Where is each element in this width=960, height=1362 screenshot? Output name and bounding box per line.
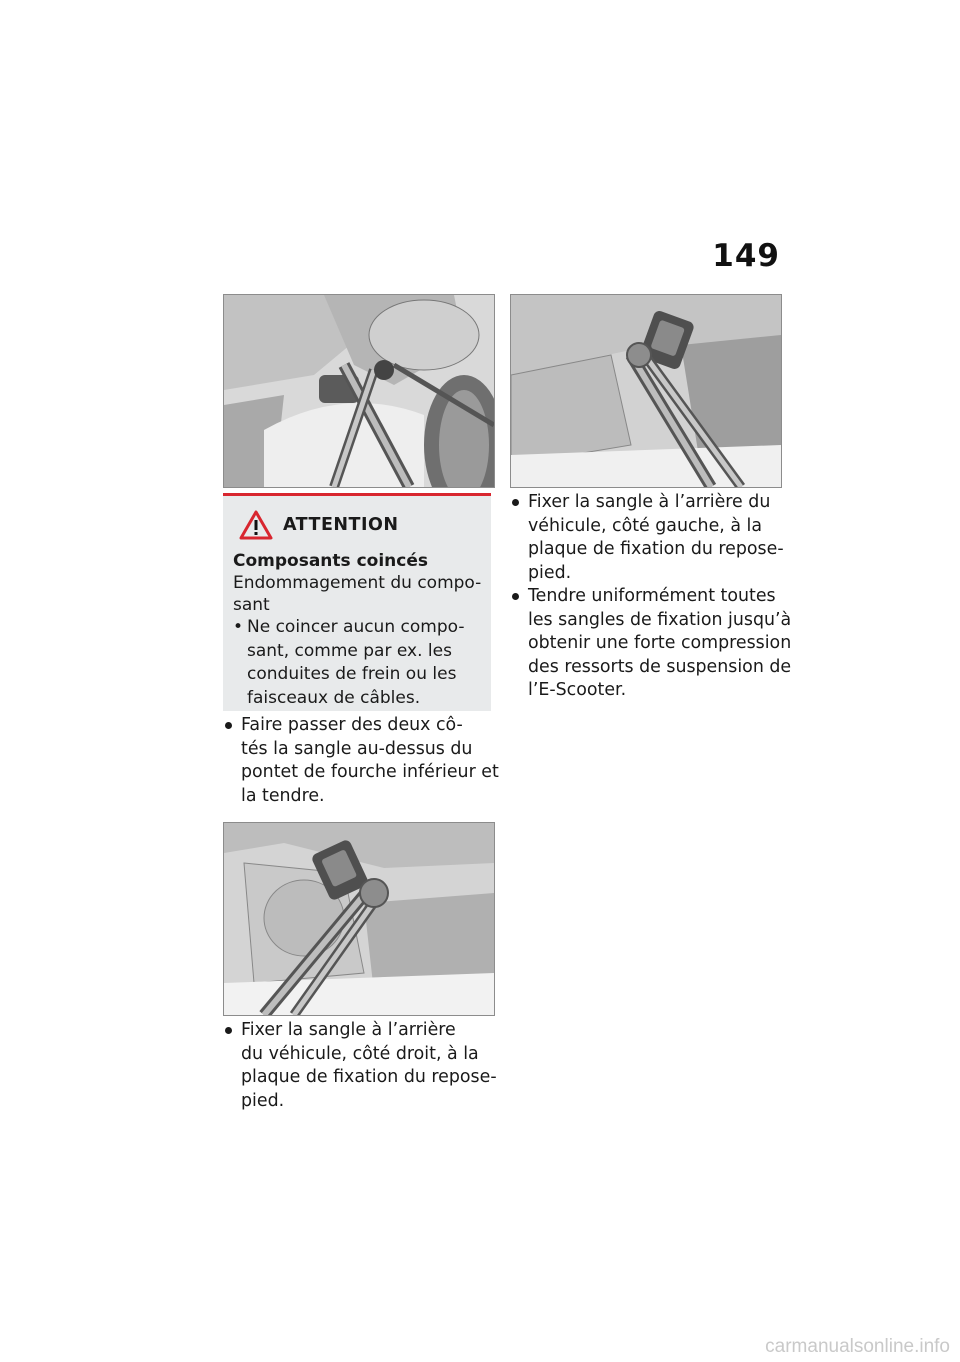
step-line: véhicule, côté gauche, à la xyxy=(528,515,762,536)
figure-front-fork-strap xyxy=(223,294,495,488)
step-line: plaque de fixation du repose- xyxy=(528,539,784,559)
attention-heading: Composants coincés xyxy=(233,551,428,571)
step-line: Tendre uniformément toutes xyxy=(528,586,776,606)
step-item xyxy=(223,714,499,808)
attention-item-line: faisceaux de câbles. xyxy=(247,687,421,708)
attention-list-item xyxy=(233,616,481,710)
step-line: plaque de fixation du repose- xyxy=(241,1067,497,1087)
attention-body-line: sant xyxy=(233,595,270,615)
attention-body xyxy=(233,572,481,616)
attention-header xyxy=(239,510,481,540)
left-steps-b xyxy=(223,1019,495,1113)
warning-triangle-icon xyxy=(239,510,273,540)
step-line: Fixer la sangle à l’arrière du xyxy=(528,492,771,512)
step-line: Faire passer des deux cô- xyxy=(241,715,463,735)
step-line: tés la sangle au-dessus du xyxy=(241,738,473,759)
step-line: Fixer la sangle à l’arrière xyxy=(241,1020,456,1040)
attention-item-line: conduites de frein ou les xyxy=(247,664,457,684)
step-line: pied. xyxy=(528,562,572,583)
step-line: des ressorts de suspension de xyxy=(528,656,792,677)
right-steps xyxy=(510,491,792,703)
step-item xyxy=(510,491,782,585)
attention-title: ATTENTION xyxy=(283,515,399,535)
step-line: les sangles de fixation jusqu’à xyxy=(528,609,792,630)
right-footrest-illustration xyxy=(224,823,494,1015)
watermark: carmanualsonline.info xyxy=(765,1336,950,1357)
figure-right-footrest-strap xyxy=(223,822,495,1016)
attention-list xyxy=(233,616,481,710)
figure-left-footrest-strap xyxy=(510,294,782,488)
attention-box xyxy=(223,493,491,711)
step-line: pontet de fourche inférieur et xyxy=(241,762,499,782)
step-line: l’E-Scooter. xyxy=(528,680,627,700)
attention-body-line: Endommagement du compo- xyxy=(233,573,482,593)
step-line: obtenir une forte compression xyxy=(528,633,792,653)
step-line: la tendre. xyxy=(241,785,325,806)
step-line: pied. xyxy=(241,1090,285,1111)
page-number: 149 xyxy=(712,238,780,274)
front-fork-illustration xyxy=(224,295,494,487)
attention-item-line: • Ne coincer aucun compo- xyxy=(247,617,465,637)
step-item xyxy=(510,585,792,703)
left-footrest-illustration xyxy=(511,295,781,487)
left-steps-a xyxy=(223,714,499,808)
step-item xyxy=(223,1019,495,1113)
attention-item-line: sant, comme par ex. les xyxy=(247,640,452,661)
step-line: du véhicule, côté droit, à la xyxy=(241,1043,479,1064)
